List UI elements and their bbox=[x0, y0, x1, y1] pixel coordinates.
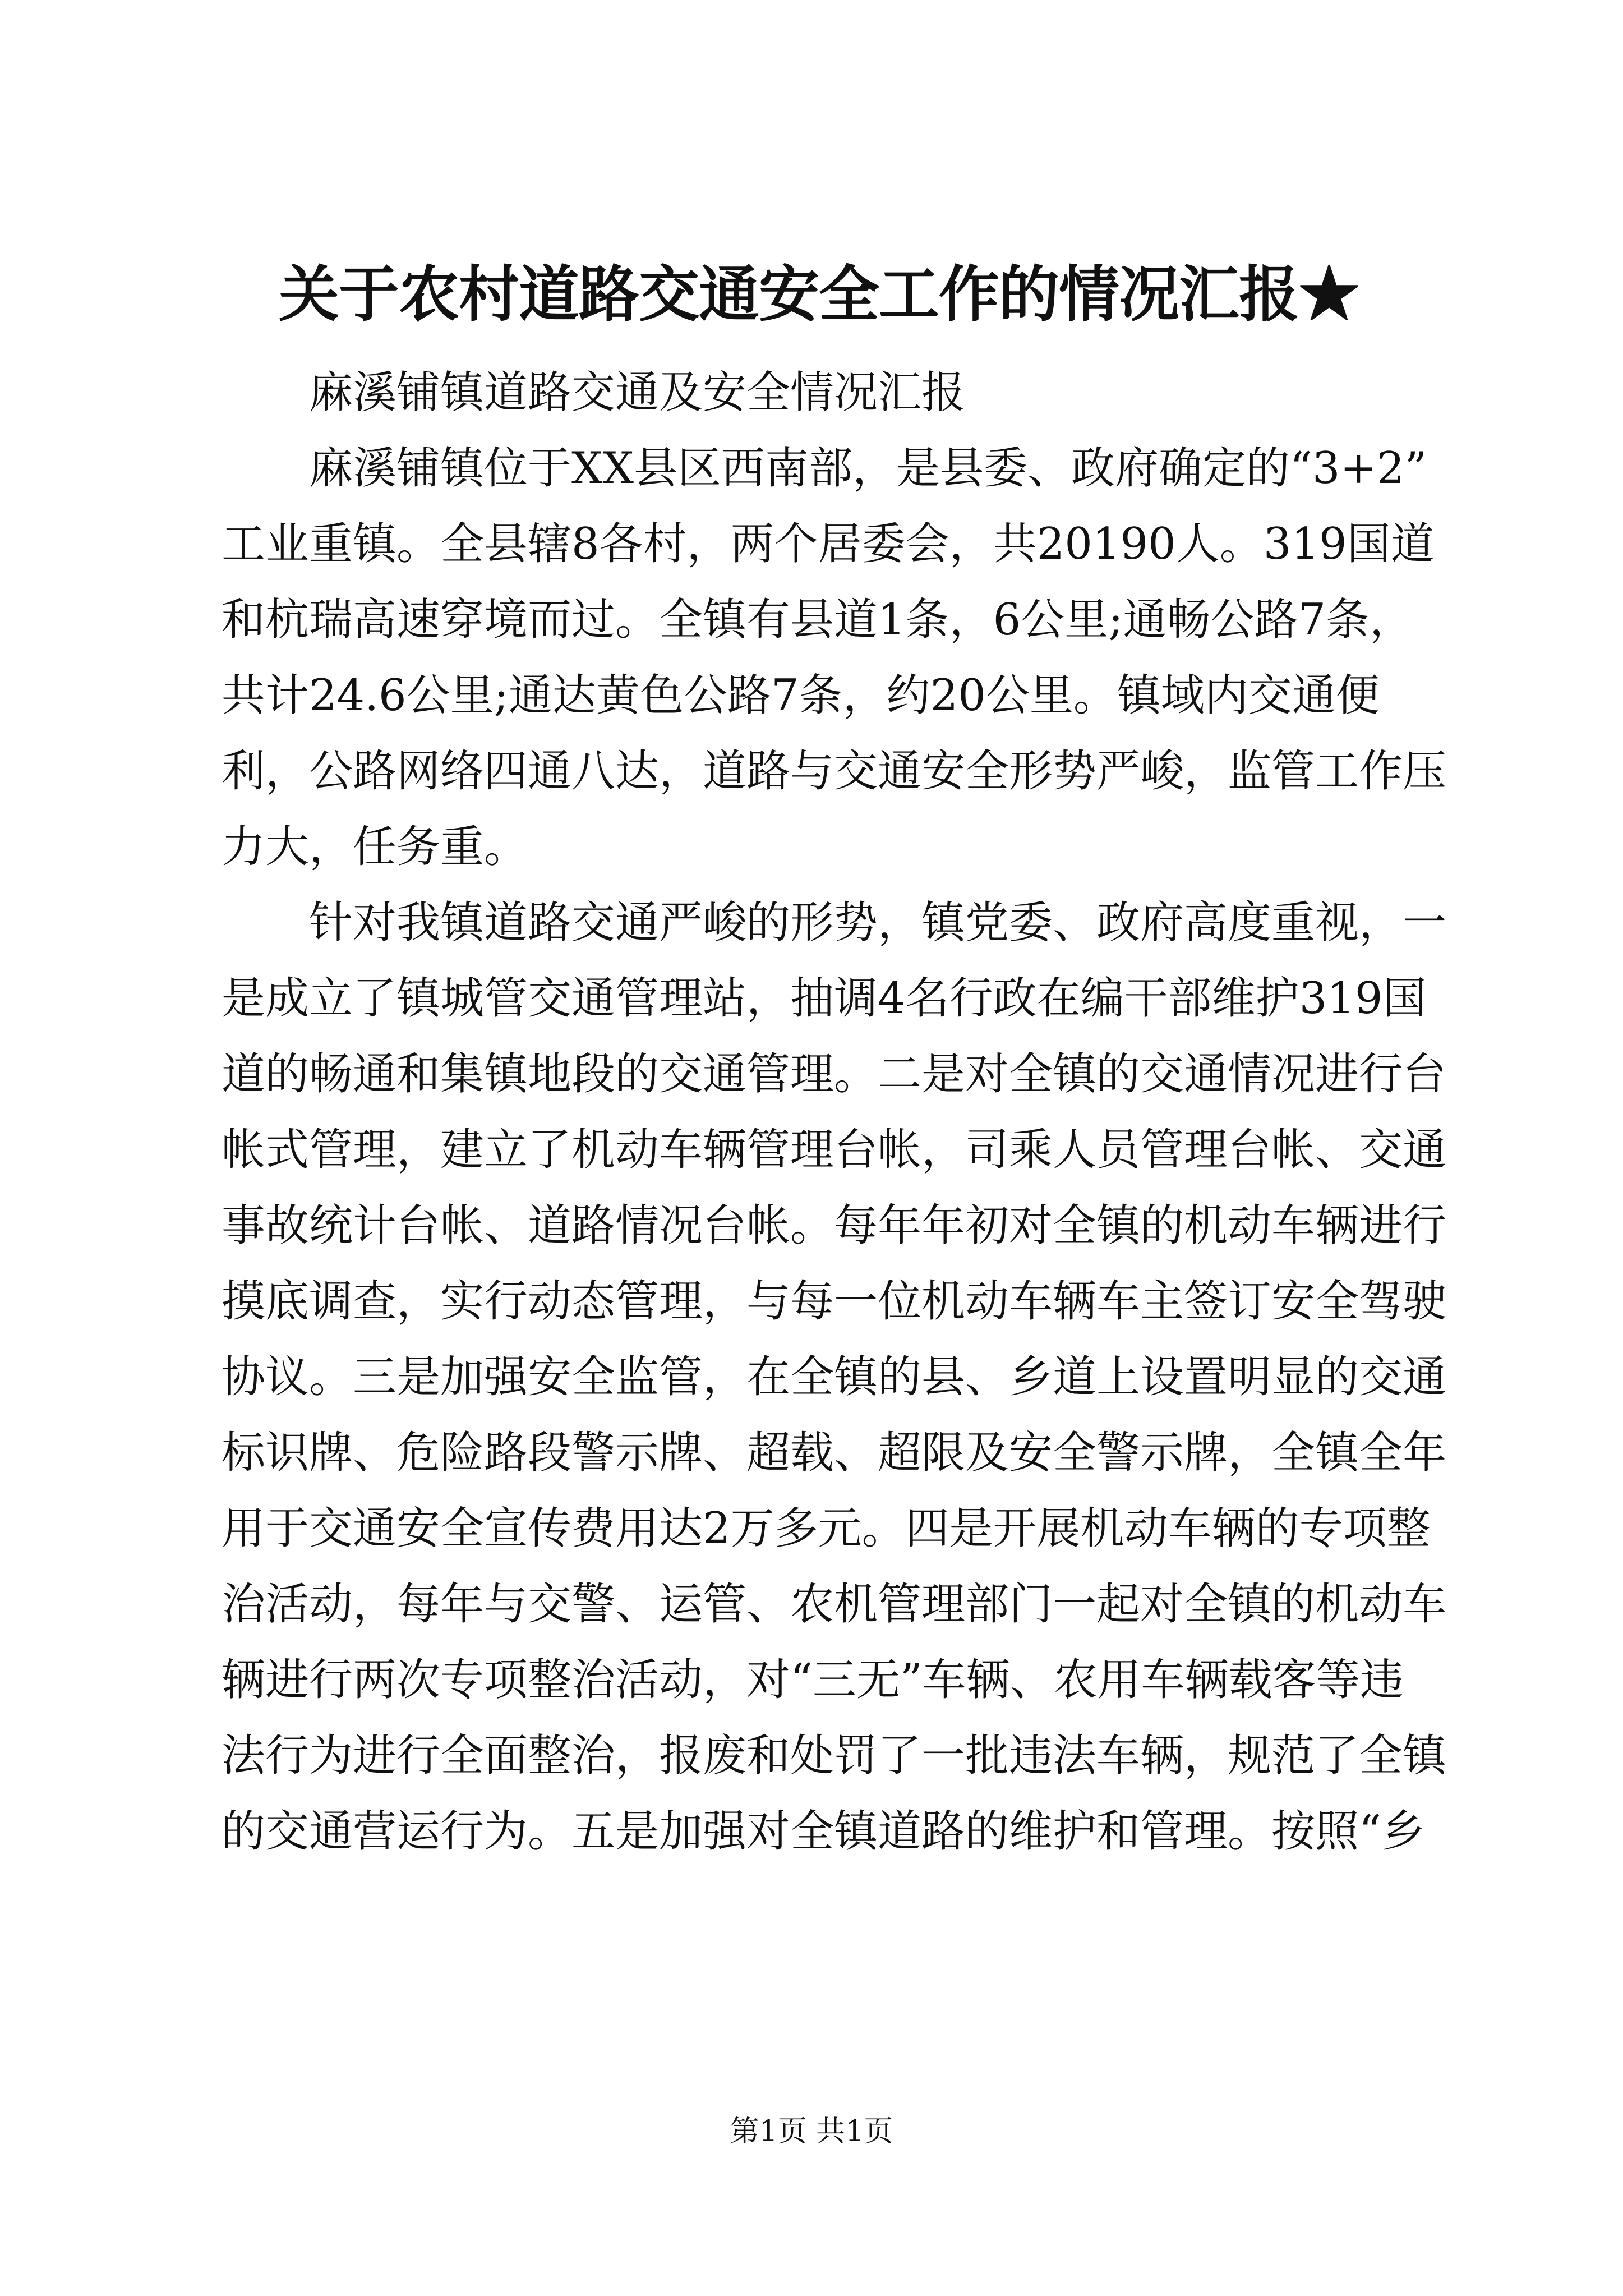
body-line: 帐式管理，建立了机动车辆管理台帐，司乘人员管理台帐、交通 bbox=[222, 1125, 1447, 1175]
body-line: 和杭瑞高速穿境而过。全镇有县道1条，6公里;通畅公路7条， bbox=[222, 595, 1414, 645]
body-line: 辆进行两次专项整治活动，对“三无”车辆、农用车辆载客等违 bbox=[222, 1655, 1404, 1705]
body-line: 协议。三是加强安全监管，在全镇的县、乡道上设置明显的交通 bbox=[222, 1352, 1447, 1402]
body-line: 用于交通安全宣传费用达2万多元。四是开展机动车辆的专项整 bbox=[222, 1503, 1431, 1554]
body-line: 共计24.6公里;通达黄色公路7条，约20公里。镇域内交通便 bbox=[222, 670, 1380, 721]
body-line: 道的畅通和集镇地段的交通管理。二是对全镇的交通情况进行台 bbox=[222, 1049, 1447, 1099]
body-line: 摸底调查，实行动态管理，与每一位机动车辆车主签订安全驾驶 bbox=[222, 1276, 1447, 1327]
body-line: 事故统计台帐、道路情况台帐。每年年初对全镇的机动车辆进行 bbox=[222, 1200, 1447, 1251]
body-line: 针对我镇道路交通严峻的形势，镇党委、政府高度重视，一 bbox=[309, 898, 1447, 948]
body-line: 麻溪铺镇位于XX县区西南部，是县委、政府确定的“3+2” bbox=[309, 443, 1427, 494]
body-line: 的交通营运行为。五是加强对全镇道路的维护和管理。按照“乡 bbox=[222, 1806, 1425, 1857]
body-line: 力大，任务重。 bbox=[222, 822, 528, 872]
document-title: 关于农村道路交通安全工作的情况汇报★ bbox=[278, 259, 1359, 330]
subtitle-line: 麻溪铺镇道路交通及安全情况汇报 bbox=[309, 367, 966, 418]
body-line: 标识牌、危险路段警示牌、超载、超限及安全警示牌，全镇全年 bbox=[222, 1428, 1447, 1478]
body-line: 治活动，每年与交警、运管、农机管理部门一起对全镇的机动车 bbox=[222, 1579, 1447, 1630]
body-line: 利，公路网络四通八达，道路与交通安全形势严峻，监管工作压 bbox=[222, 746, 1447, 797]
page-footer: 第1页 共1页 bbox=[730, 2115, 893, 2148]
body-line: 是成立了镇城管交通管理站，抽调4名行政在编干部维护319国 bbox=[222, 973, 1427, 1024]
body-line: 法行为进行全面整治，报废和处罚了一批违法车辆，规范了全镇 bbox=[222, 1731, 1447, 1781]
body-line: 工业重镇。全县辖8各村，两个居委会，共20190人。319国道 bbox=[222, 519, 1435, 569]
